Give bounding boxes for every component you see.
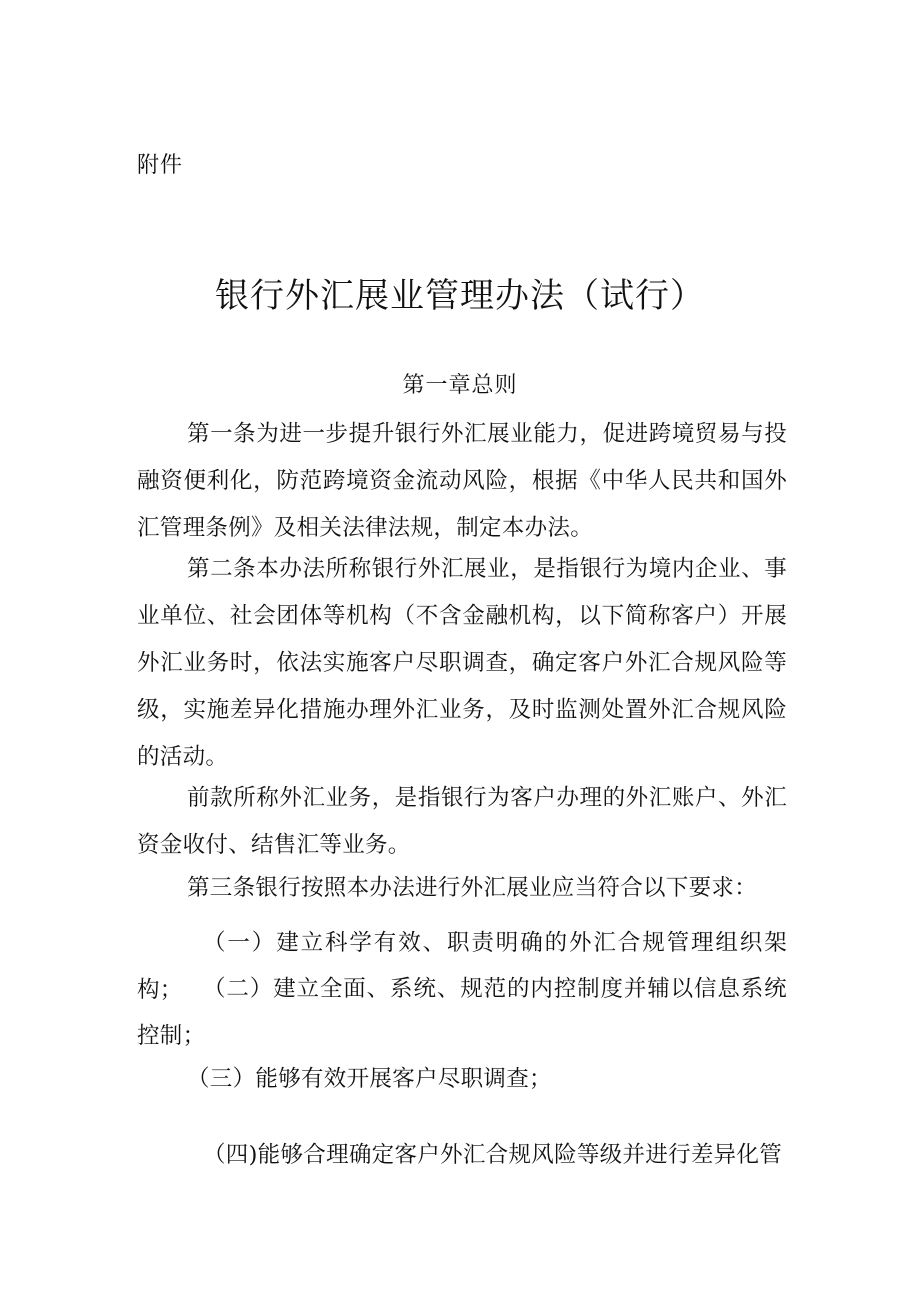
chapter-heading: 第一章总则 bbox=[402, 373, 518, 398]
requirement-item-2: （二）建立全面、系统、规范的内控制度并辅以信息系统控制； bbox=[137, 976, 787, 1049]
requirement-item-3: （三）能够有效开展客户尽职调查； bbox=[187, 1066, 552, 1092]
article-2-paragraph: 第二条本办法所称银行外汇展业，是指银行为境内企业、事业单位、社会团体等机构（不含金融机构，以下简称客户）开展外汇业务时，依法实施客户尽职调查，确定客户外汇合规风险等级，实施差异化措施办理外汇业务，及时监测处置外汇合规风险的活动。 bbox=[137, 556, 787, 770]
article-3-paragraph: 第三条银行按照本办法进行外汇展业应当符合以下要求： bbox=[187, 875, 758, 901]
article-2-subparagraph: 前款所称外汇业务，是指银行为客户办理的外汇账户、外汇资金收付、结售汇等业务。 bbox=[137, 785, 787, 858]
requirement-item-1: （一）建立科学有效、职责明确的外汇合规管理组织架构； bbox=[137, 930, 787, 1003]
article-1-paragraph: 第一条为进一步提升银行外汇展业能力，促进跨境贸易与投融资便利化，防范跨境资金流动风险，根据《中华人民共和国外汇管理条例》及相关法律法规，制定本办法。 bbox=[137, 421, 787, 541]
document-title: 银行外汇展业管理办法（试行） bbox=[215, 276, 705, 316]
requirement-item-4: （四)能够合理确定客户外汇合规风险等级并进行差异化管 bbox=[203, 1142, 783, 1168]
attachment-label: 附件 bbox=[137, 153, 184, 178]
